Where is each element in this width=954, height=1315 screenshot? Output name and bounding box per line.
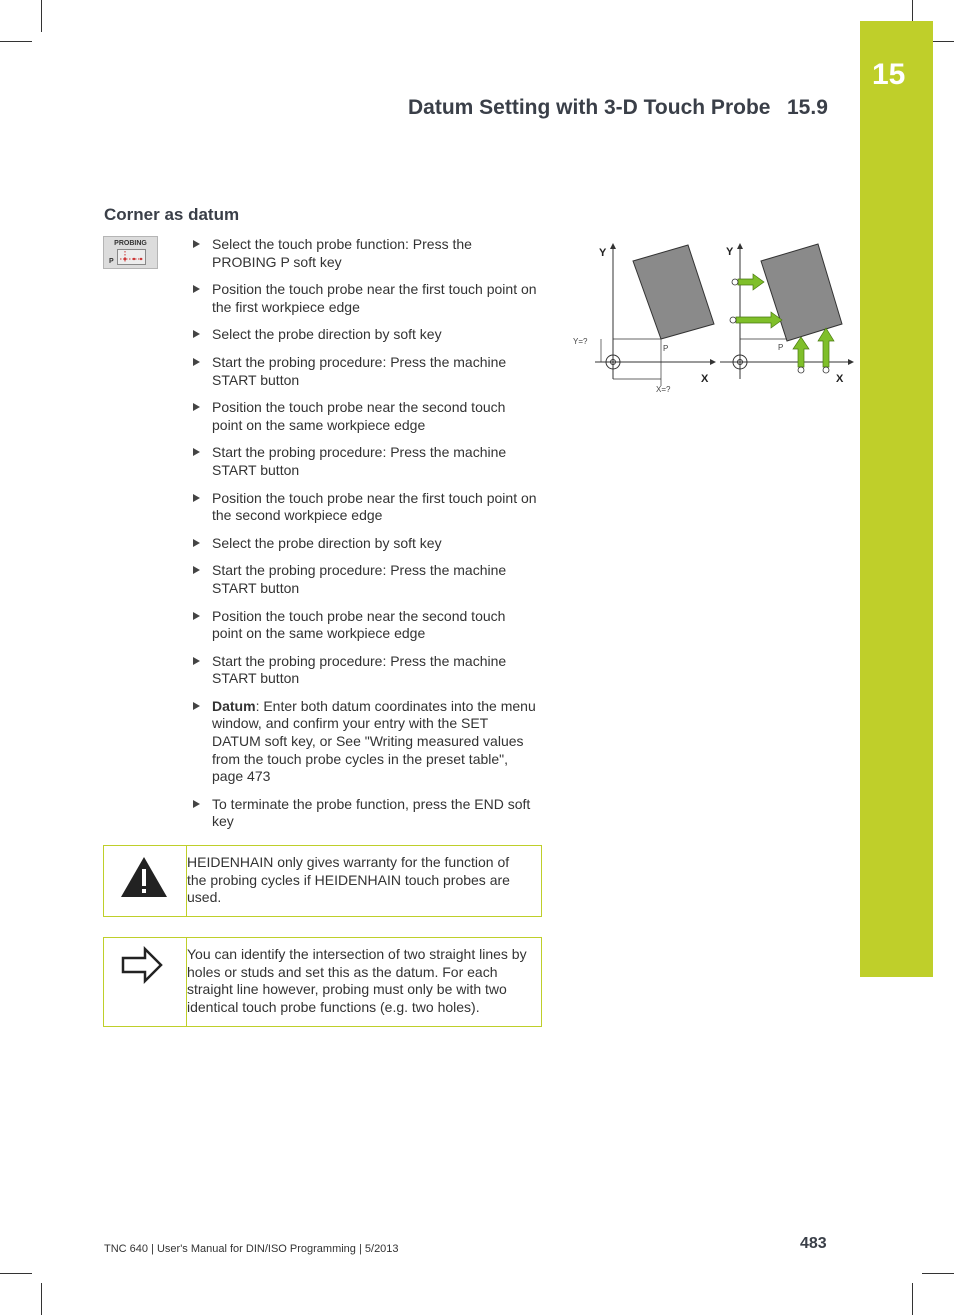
bullet-triangle-icon: [193, 539, 200, 547]
note-icon-cell: [104, 846, 187, 916]
left-workpiece: [633, 245, 714, 339]
warning-icon: [104, 846, 186, 915]
crop-mark: [41, 0, 42, 32]
step-text: Select the probe direction by soft key: [212, 534, 442, 551]
list-item: [192, 444, 538, 479]
bullet-triangle-icon: [193, 330, 200, 338]
step-text: Start the probing procedure: Press the machine START button: [212, 444, 507, 478]
crop-mark: [0, 1273, 32, 1274]
softkey-graphic: [117, 249, 146, 265]
step-text: Position the touch probe near the second touch point on the same workpiece edge: [212, 399, 506, 433]
probe-arrow-right-icon: [738, 274, 764, 290]
left-point-label: P: [663, 344, 669, 353]
y-readout: Y=?: [573, 337, 588, 346]
probe-start-point: [823, 367, 829, 373]
page-header-section: 15.9: [787, 96, 828, 119]
warning-text: HEIDENHAIN only gives warranty for the function of the probing cycles if HEIDENHAIN touch probes are used.: [187, 854, 510, 906]
tip-note: [103, 937, 542, 1027]
crop-mark: [0, 41, 32, 42]
bullet-triangle-icon: [193, 240, 200, 248]
probe-start-point: [732, 279, 738, 285]
softkey-probe-graphic: [118, 250, 145, 264]
bullet-triangle-icon: [193, 657, 200, 665]
right-y-label: Y: [726, 246, 734, 258]
note-icon-cell: [104, 938, 187, 1026]
step-keyword: Datum: [212, 697, 256, 714]
bullet-triangle-icon: [193, 448, 200, 456]
page-header-title: Datum Setting with 3-D Touch Probe: [408, 96, 771, 119]
bullet-triangle-icon: [193, 566, 200, 574]
warning-note: [103, 845, 542, 917]
right-diagram: [720, 244, 853, 385]
list-item: [192, 326, 538, 344]
probing-softkey-icon: [103, 236, 158, 269]
step-text: Select the touch probe function: Press the PROBING P soft key: [212, 236, 472, 270]
x-readout: X=?: [656, 385, 671, 394]
page-number: 483: [800, 1235, 827, 1252]
step-text: Start the probing procedure: Press the machine START button: [212, 652, 507, 687]
crop-mark: [912, 1283, 913, 1315]
list-item: [192, 281, 538, 316]
step-text: Start the probing procedure: Press the machine START button: [212, 353, 507, 388]
right-point-label: P: [778, 343, 784, 352]
crop-mark: [41, 1283, 42, 1315]
probe-arrow-right-icon: [736, 312, 782, 328]
bullet-triangle-icon: [193, 702, 200, 710]
list-item: [192, 608, 538, 643]
list-item: [192, 535, 538, 553]
right-x-label: X: [836, 373, 844, 385]
list-item: [192, 399, 538, 434]
bullet-triangle-icon: [193, 612, 200, 620]
section-title: Corner as datum: [104, 205, 240, 224]
probe-arrow-up-icon: [818, 328, 834, 367]
step-text: Start the probing procedure: Press the machine START button: [212, 562, 507, 596]
step-text: Position the touch probe near the first touch point on the first workpiece edge: [212, 281, 537, 315]
tip-text: You can identify the intersection of two straight lines by holes or studs and set this as the datum. For each straight line however, probing must only be with two identical touch probe functions (e.g. two holes).: [187, 946, 527, 1015]
chapter-tab: [860, 21, 933, 977]
bullet-triangle-icon: [193, 358, 200, 366]
list-item: [192, 796, 538, 831]
step-text: Position the touch probe near the first touch point on the second workpiece edge: [212, 489, 537, 524]
bullet-triangle-icon: [193, 494, 200, 502]
left-x-label: X: [701, 373, 709, 385]
left-diagram: [573, 244, 715, 394]
probe-start-point: [730, 317, 736, 323]
step-list: [192, 236, 538, 841]
step-text: Select the probe direction by soft key: [212, 326, 442, 343]
probe-start-point: [798, 367, 804, 373]
list-item: [192, 236, 538, 271]
list-item: [192, 490, 538, 525]
list-item: [192, 354, 538, 389]
softkey-letter: P: [109, 258, 114, 265]
step-text: : Enter both datum coordinates into the menu window, and confirm your entry with the SET DATUM soft key, or See "Writing measured values from the touch probe cycles in the preset table", page 473: [212, 697, 536, 785]
step-text: Position the touch probe near the second touch point on the same workpiece edge: [212, 607, 506, 642]
chapter-number: 15: [872, 58, 906, 91]
bullet-triangle-icon: [193, 285, 200, 293]
list-item: [192, 698, 538, 786]
list-item: [192, 562, 538, 597]
left-y-label: Y: [599, 247, 607, 259]
softkey-label: PROBING: [114, 240, 147, 247]
bullet-triangle-icon: [193, 800, 200, 808]
footer-text: TNC 640 | User's Manual for DIN/ISO Programming | 5/2013: [104, 1243, 399, 1255]
step-text: To terminate the probe function, press the END soft key: [212, 795, 531, 830]
list-item: [192, 653, 538, 688]
arrow-right-icon: [104, 938, 186, 1025]
bullet-triangle-icon: [193, 403, 200, 411]
corner-datum-figure: [565, 236, 855, 396]
crop-mark: [922, 1273, 954, 1274]
